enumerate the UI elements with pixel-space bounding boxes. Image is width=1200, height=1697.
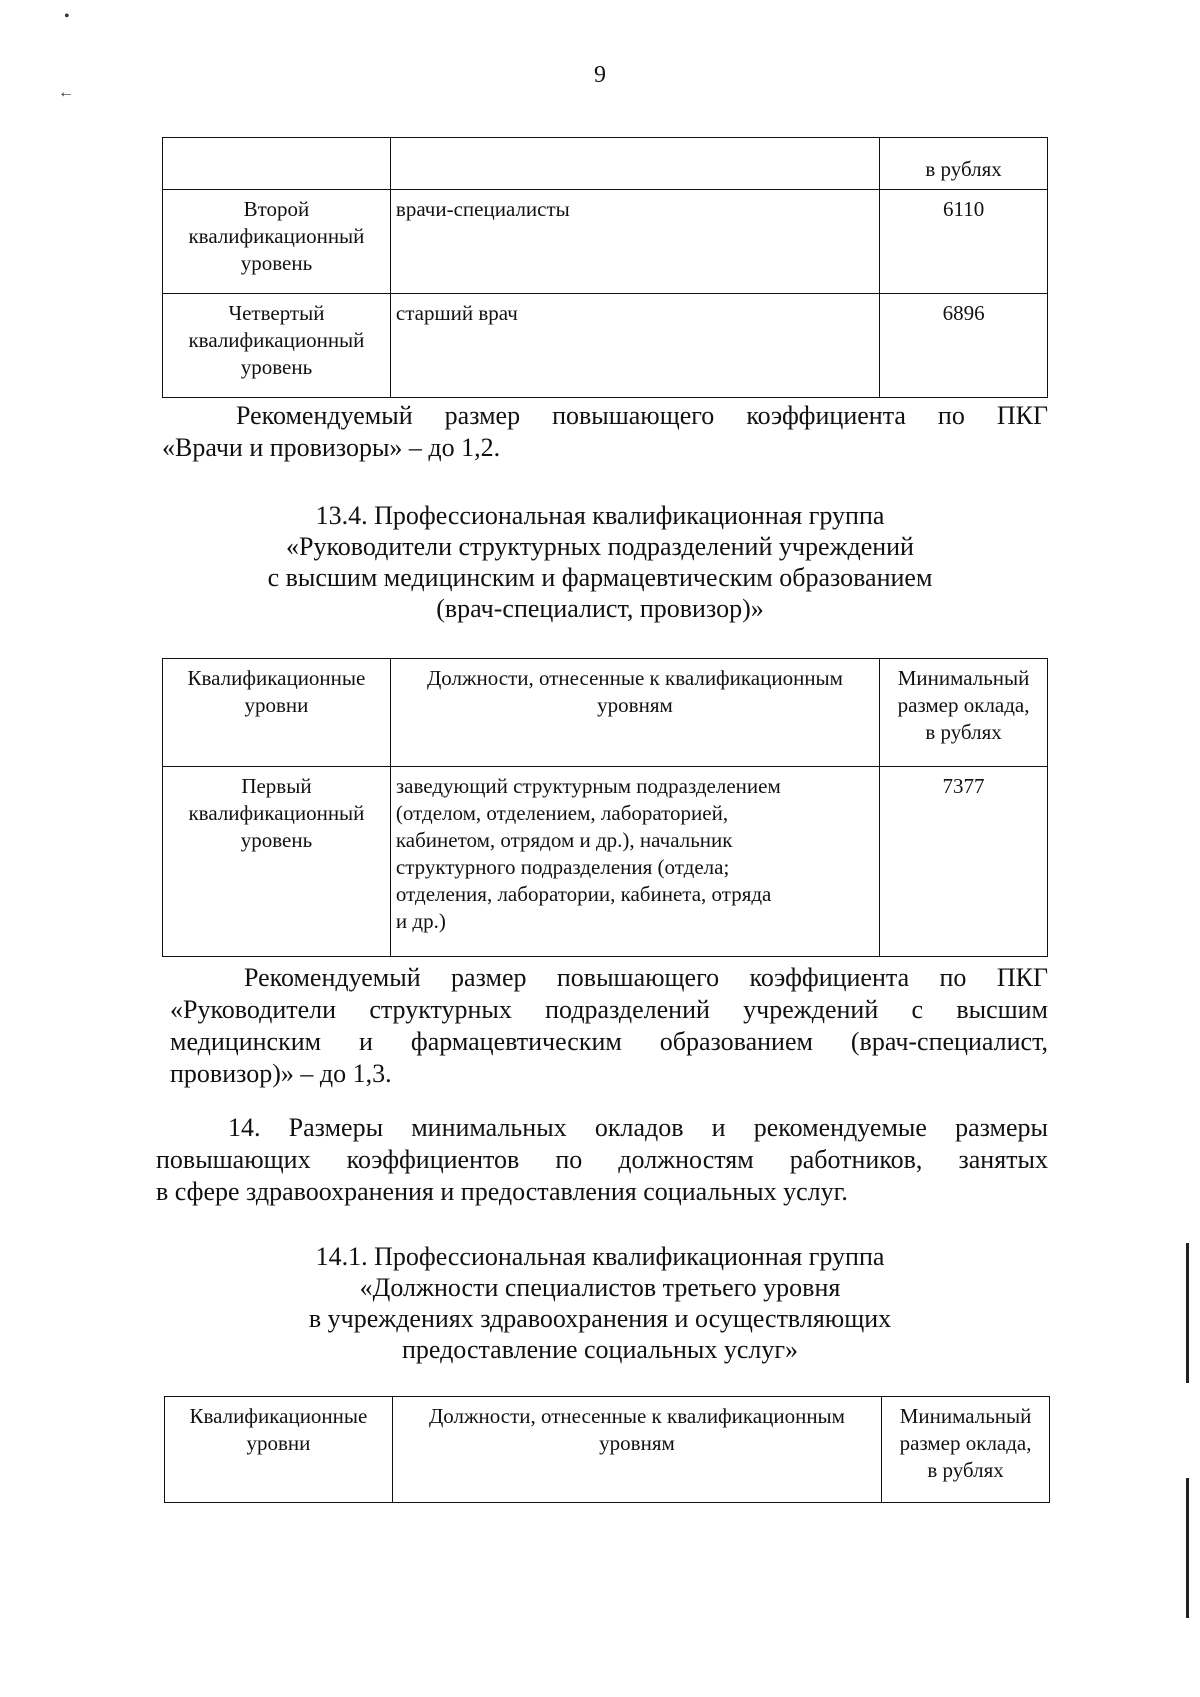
salary-cell: 6896	[880, 294, 1048, 398]
header-levels	[163, 659, 391, 767]
section-heading-14-1	[150, 1241, 1050, 1365]
header-line: Должности, отнесенные к квалификационным	[426, 666, 843, 690]
scan-edge-line-1	[1186, 1243, 1189, 1383]
table-row	[163, 190, 1048, 294]
header-line: Минимальный	[897, 666, 1030, 690]
paragraph-line: 14. Размеры минимальных окладов и рекомендуемые размеры	[228, 1113, 1048, 1142]
paragraph-line: «Руководители структурных подразделений учреждений с высшим	[170, 995, 1048, 1024]
header-line: Минимальный	[899, 1404, 1032, 1428]
paragraph-line: в сфере здравоохранения и предоставления социальных услуг.	[156, 1177, 848, 1206]
level-line: квалификационный	[188, 328, 365, 352]
level-line: Первый	[241, 774, 312, 798]
heading-line: (врач-специалист, провизор)»	[436, 594, 764, 623]
unit-text: в рублях	[925, 157, 1002, 181]
table-row	[163, 294, 1048, 398]
header-line: Квалификационные	[187, 666, 366, 690]
level-line: квалификационный	[188, 801, 365, 825]
position-cell: врачи-специалисты	[390, 190, 879, 294]
level-line: уровень	[240, 251, 313, 275]
page-number: 9	[594, 62, 606, 88]
scan-edge-line-2	[1186, 1478, 1189, 1618]
level-line: уровень	[240, 828, 313, 852]
position-line: заведующий структурным подразделением	[395, 774, 781, 798]
position-line: структурного подразделения (отдела;	[395, 855, 730, 879]
position-cell: старший врач	[390, 294, 879, 398]
table-header-row	[163, 659, 1048, 767]
header-line: уровням	[599, 1431, 675, 1455]
header-salary	[880, 659, 1048, 767]
paragraph-line: повышающих коэффициентов по должностям работников, занятых	[156, 1145, 1048, 1174]
scan-mark-arrow: ←	[58, 84, 74, 101]
heading-line: 14.1. Профессиональная квалификационная группа	[315, 1242, 885, 1271]
header-line: размер оклада,	[897, 693, 1030, 717]
header-line: Должности, отнесенные к квалификационным	[428, 1404, 845, 1428]
heading-line: «Руководители структурных подразделений учреждений	[286, 532, 914, 561]
paragraph-section-14	[156, 1112, 1048, 1208]
salary-cell: 7377	[880, 767, 1048, 957]
table-specialists-third-level	[164, 1396, 1050, 1503]
position-line: отделения, лаборатории, кабинета, отряда	[395, 882, 772, 906]
heading-line: «Должности специалистов третьего уровня	[359, 1273, 841, 1302]
qualification-level-cell	[163, 190, 391, 294]
heading-line: 13.4. Профессиональная квалификационная группа	[315, 501, 885, 530]
table-heads-of-units	[162, 658, 1048, 957]
table-unit-label	[880, 138, 1048, 190]
header-positions	[390, 659, 879, 767]
paragraph-line: провизор)» – до 1,3.	[170, 1059, 392, 1088]
heading-line: с высшим медицинским и фармацевтическим образованием	[267, 563, 933, 592]
scan-mark-top: •	[64, 8, 70, 25]
heading-line: предоставление социальных услуг»	[401, 1335, 799, 1364]
header-line: в рублях	[925, 720, 1002, 744]
header-salary	[882, 1397, 1050, 1503]
header-line: в рублях	[927, 1458, 1004, 1482]
header-line: уровни	[246, 1431, 311, 1455]
paragraph-line: Рекомендуемый размер повышающего коэффициента по ПКГ	[244, 963, 1048, 992]
table-header-row	[163, 138, 1048, 190]
table-row	[163, 767, 1048, 957]
qualification-level-cell	[163, 767, 391, 957]
header-line: уровни	[244, 693, 309, 717]
header-line: уровням	[597, 693, 673, 717]
position-line: и др.)	[395, 909, 446, 933]
position-cell	[390, 767, 879, 957]
header-line: размер оклада,	[899, 1431, 1032, 1455]
header-positions	[392, 1397, 881, 1503]
paragraph-line: Рекомендуемый размер повышающего коэффициента по ПКГ	[236, 401, 1048, 430]
level-line: Второй	[243, 197, 310, 221]
level-line: уровень	[240, 355, 313, 379]
table-header-cell-empty	[163, 138, 391, 190]
table-header-cell-empty	[390, 138, 879, 190]
paragraph-coefficient-doctors	[162, 400, 1048, 464]
salary-cell: 6110	[880, 190, 1048, 294]
level-line: Четвертый	[228, 301, 325, 325]
table-doctors-continuation	[162, 137, 1048, 398]
level-line: квалификационный	[188, 224, 365, 248]
position-line: кабинетом, отрядом и др.), начальник	[395, 828, 733, 852]
header-line: Квалификационные	[189, 1404, 368, 1428]
paragraph-coefficient-heads	[170, 962, 1048, 1090]
paragraph-line: «Врачи и провизоры» – до 1,2.	[162, 433, 501, 462]
paragraph-line: медицинским и фармацевтическим образованием (врач-специалист,	[170, 1027, 1048, 1056]
qualification-level-cell	[163, 294, 391, 398]
header-levels	[165, 1397, 393, 1503]
heading-line: в учреждениях здравоохранения и осуществляющих	[308, 1304, 892, 1333]
table-header-row	[165, 1397, 1050, 1503]
section-heading-13-4	[150, 500, 1050, 624]
position-line: (отделом, отделением, лабораторией,	[395, 801, 729, 825]
